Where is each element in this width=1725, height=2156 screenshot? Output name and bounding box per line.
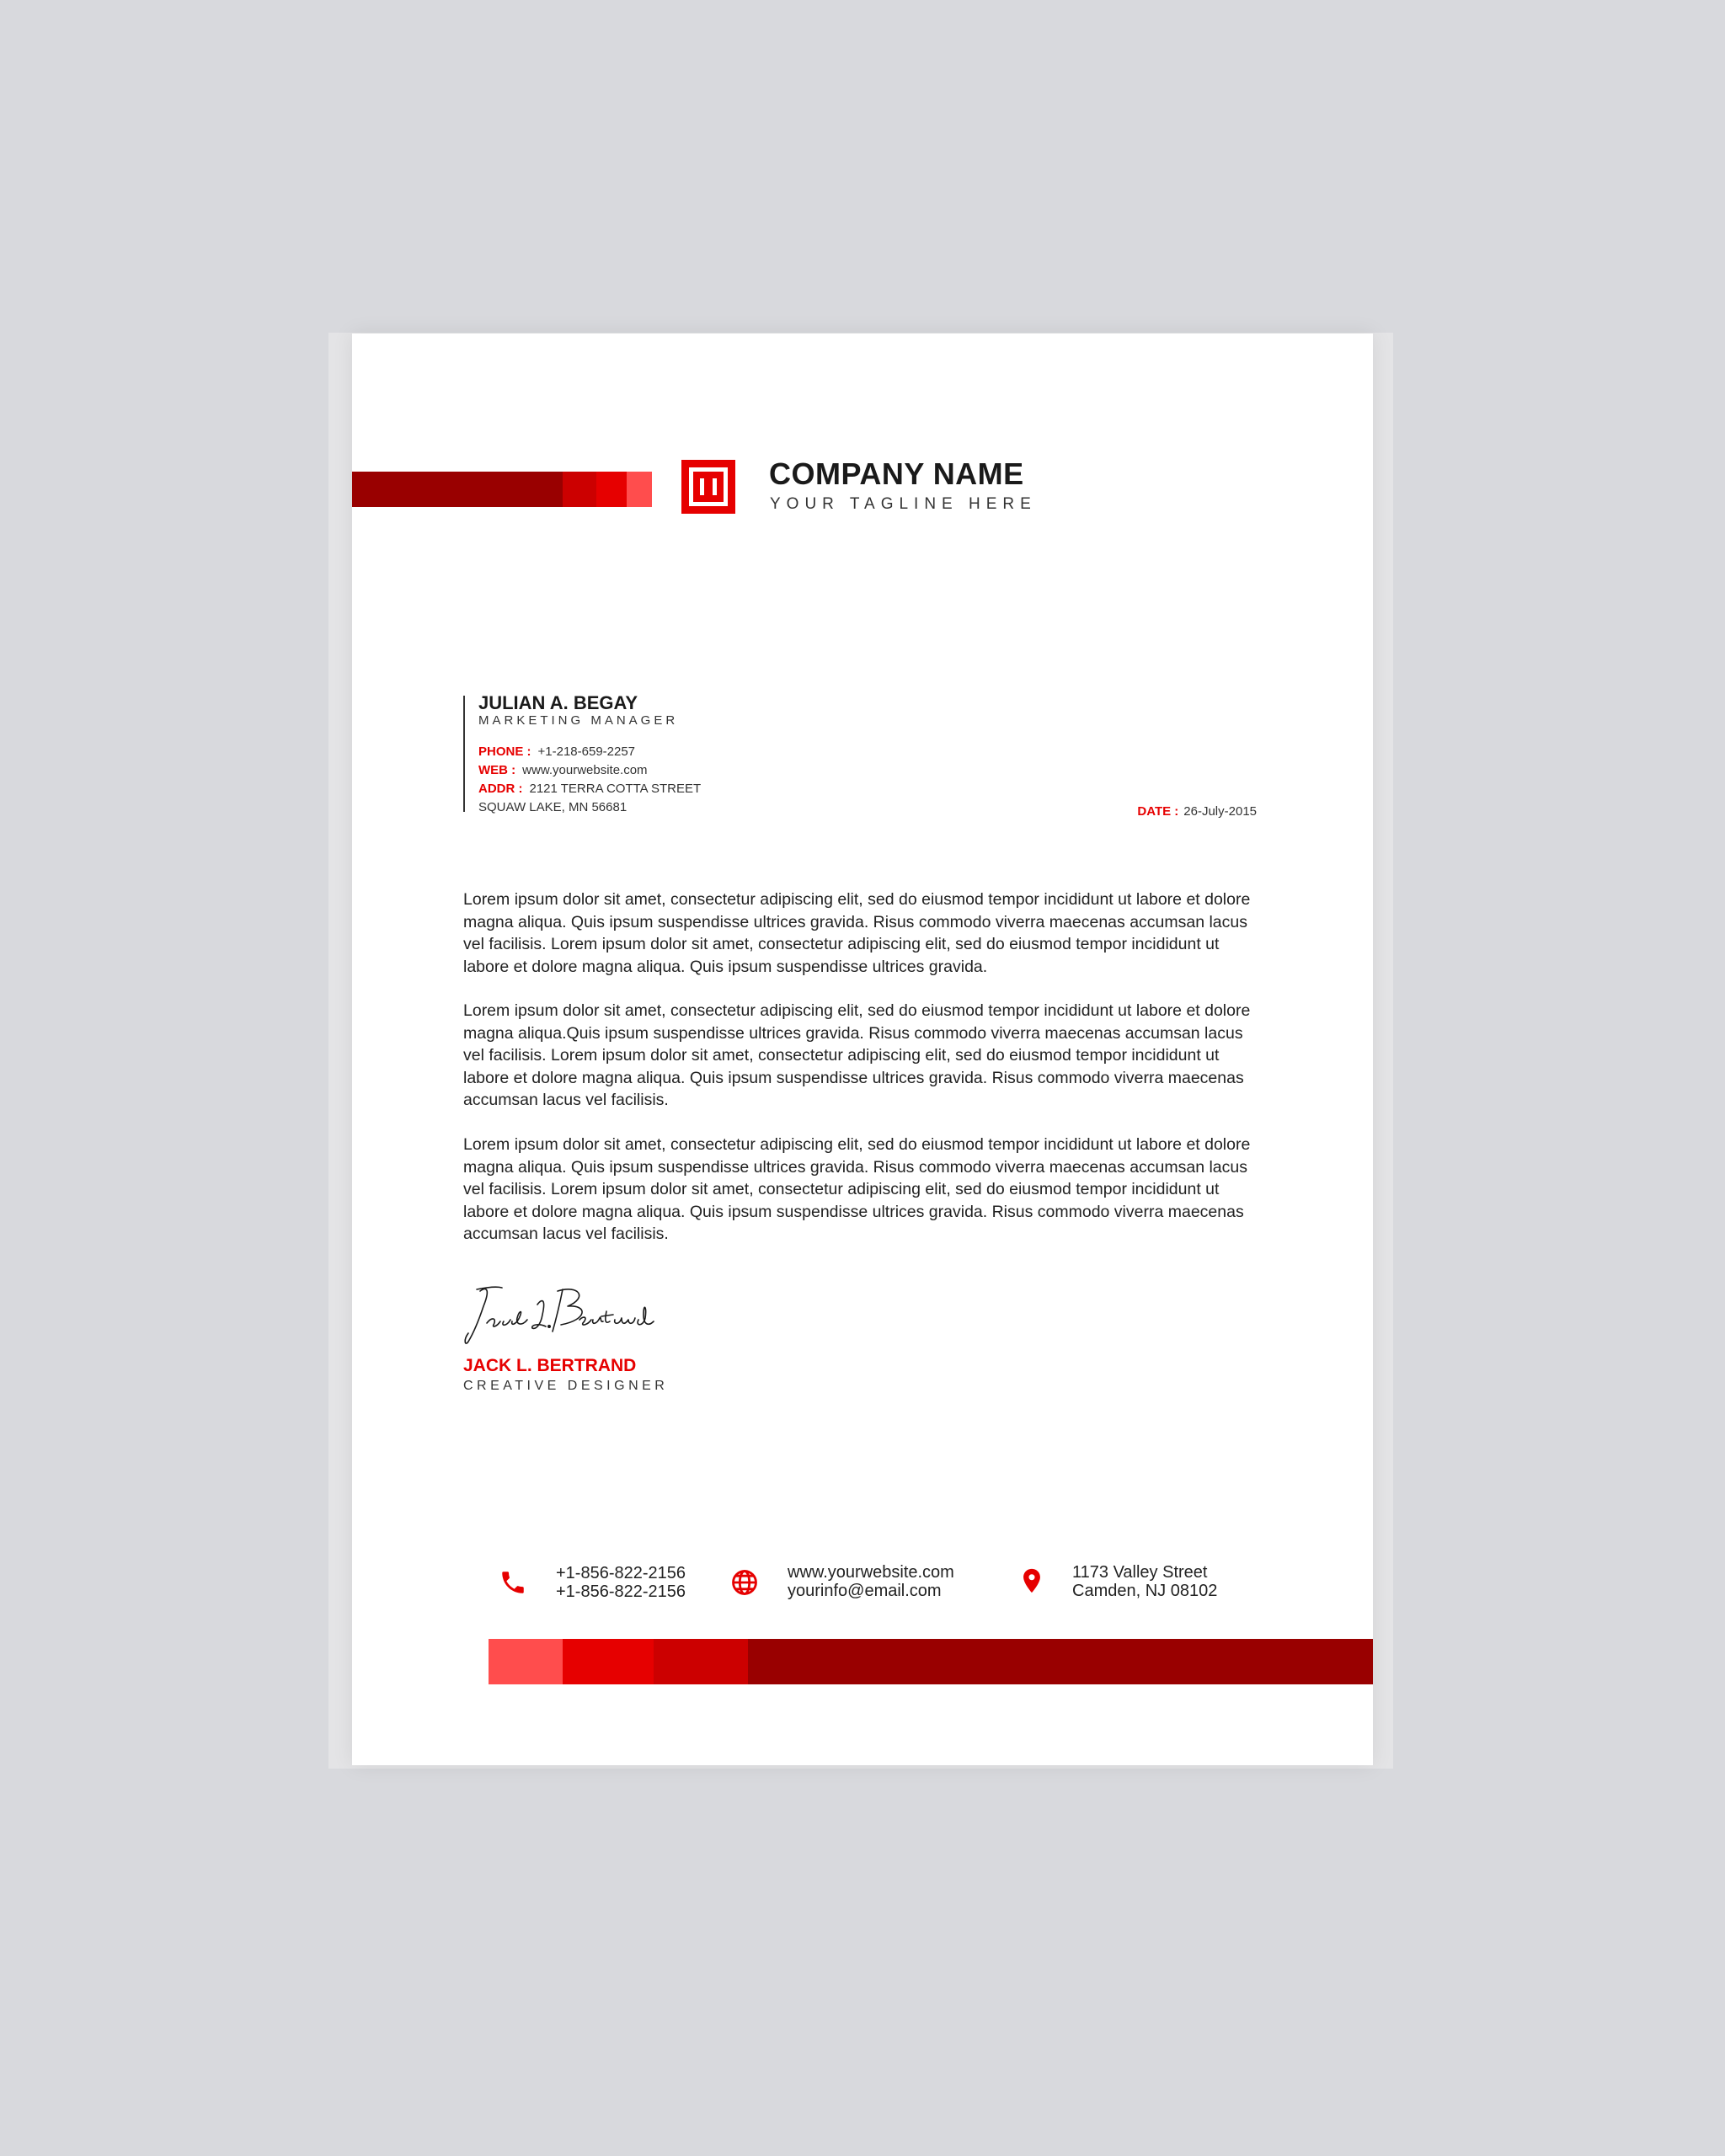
footer-website: www.yourwebsite.com — [788, 1563, 954, 1582]
header-stripe-mid — [563, 472, 596, 507]
sender-title: MARKETING MANAGER — [478, 713, 679, 728]
sender-phone-row — [478, 744, 635, 759]
sender-addr-line2: SQUAW LAKE, MN 56681 — [478, 800, 628, 814]
map-pin-icon — [1017, 1566, 1046, 1595]
footer-address-2: Camden, NJ 08102 — [1072, 1582, 1218, 1600]
sender-addr-line1: 2121 TERRA COTTA STREET — [529, 782, 702, 796]
body-paragraph-2: Lorem ipsum dolor sit amet, consectetur adipiscing elit, sed do eiusmod tempor incididunt ut labore et dolore magna aliqua.Quis ipsum suspendisse ultrices gravida. Risus commodo viverra maecenas accumsan lacus vel facilisis. Lorem ipsum dolor sit amet, consectetur adipiscing elit, sed do eiusmod tempor incididunt ut labore et dolore magna aliqua. Quis ipsum suspendisse ultrices gravida. Risus commodo viverra maecenas accumsan lacus vel facilisis. — [463, 1001, 1251, 1110]
date-value: 26-July-2015 — [1183, 804, 1257, 819]
body-paragraph-1: Lorem ipsum dolor sit amet, consectetur adipiscing elit, sed do eiusmod tempor incididunt ut labore et dolore magna aliqua. Quis ipsum suspendisse ultrices gravida. Risus commodo viverra maecenas accumsan lacus vel facilisis. Lorem ipsum dolor sit amet, consectetur adipiscing elit, sed do eiusmod tempor incididunt ut labore et dolore magna aliqua. Quis ipsum suspendisse ultrices gravida. — [463, 890, 1251, 976]
letter-date — [1137, 804, 1257, 819]
footer-stripe-light — [489, 1639, 563, 1684]
globe-icon — [730, 1568, 759, 1597]
square-bracket-logo-icon — [681, 460, 735, 514]
date-label: DATE : — [1137, 804, 1179, 819]
phone-label: PHONE : — [478, 744, 531, 759]
header-stripe-light — [627, 472, 652, 507]
addr-label: ADDR : — [478, 782, 523, 796]
web-label: WEB : — [478, 763, 516, 777]
header-stripe-bright — [596, 472, 627, 507]
sender-addr-row — [478, 782, 701, 796]
handwritten-signature — [462, 1281, 655, 1348]
footer-stripe-dark — [748, 1639, 1373, 1684]
phone-icon — [499, 1568, 527, 1597]
footer-stripe-bright — [563, 1639, 654, 1684]
body-paragraph-3: Lorem ipsum dolor sit amet, consectetur adipiscing elit, sed do eiusmod tempor incididunt ut labore et dolore magna aliqua. Quis ipsum suspendisse ultrices gravida. Risus commodo viverra maecenas accumsan lacus vel facilisis. Lorem ipsum dolor sit amet, consectetur adipiscing elit, sed do eiusmod tempor incididunt ut labore et dolore magna aliqua. Quis ipsum suspendisse ultrices gravida. Risus commodo viverra maecenas accumsan lacus vel facilisis. — [463, 1135, 1251, 1244]
sender-web-row — [478, 763, 648, 777]
footer-stripe-mid — [654, 1639, 748, 1684]
sender-phone: +1-218-659-2257 — [537, 744, 636, 759]
footer-email: yourinfo@email.com — [788, 1582, 942, 1600]
sender-divider — [463, 696, 465, 812]
company-tagline: YOUR TAGLINE HERE — [770, 495, 1037, 513]
sender-web: www.yourwebsite.com — [522, 763, 648, 777]
footer-address-1: 1173 Valley Street — [1072, 1563, 1208, 1582]
company-name: COMPANY NAME — [769, 456, 1024, 491]
letterhead-page — [352, 334, 1373, 1765]
signatory-name: JACK L. BERTRAND — [463, 1356, 637, 1375]
header-stripe-dark — [352, 472, 563, 507]
footer-phone-1: +1-856-822-2156 — [556, 1564, 686, 1582]
signatory-title: CREATIVE DESIGNER — [463, 1379, 669, 1393]
footer-phone-2: +1-856-822-2156 — [556, 1582, 686, 1601]
sender-name: JULIAN A. BEGAY — [478, 692, 638, 713]
